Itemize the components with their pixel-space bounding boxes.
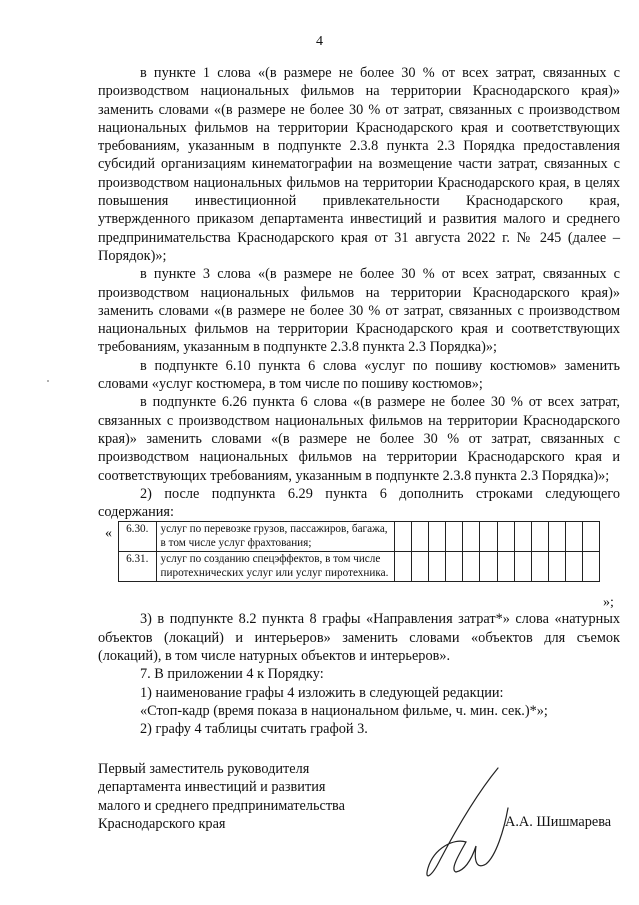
empty-cell: [565, 552, 582, 582]
empty-cell: [531, 522, 548, 552]
empty-cell: [412, 522, 429, 552]
empty-cell: [548, 522, 565, 552]
paragraph-7: 7. В приложении 4 к Порядку:: [140, 666, 324, 683]
row-text: услуг по созданию спецэффектов, в том числе пиротехнических услуг или услуг пиротехника.: [156, 552, 395, 582]
inserted-rows-block: [98, 521, 620, 610]
paragraph-6: 3) в подпункте 8.2 пункта 8 графы «Направления затрат*» слова «натурных объектов (локаций) и интерьеров» заменить словами «объектов для съемок (локаций), в том числе натурных объектов и интерьеров».: [98, 611, 620, 665]
document-body: [98, 64, 620, 739]
scan-speck: [47, 380, 49, 382]
open-quote: «: [105, 526, 112, 542]
inserted-rows-table: [118, 521, 600, 582]
paragraph-1: в пункте 1 слова «(в размере не более 30 % от всех затрат, связанных с производством национальных фильмов на территории Краснодарского края)» заменить словами «(в размере не более 30 % от затрат, связанных с производством национальных фильмов на территории Краснодарского края и соответствующих требованиям, указанным в подпункте 2.3.8 пункта 2.3 Порядка предоставления субсидий организациям кинематографии на возмещение части затрат, связанных с производством национальных фильмов на территории Краснодарского края, в целях повышения инвестиционной привлекательности Краснодарского края, утвержденного приказом департамента инвестиций и развития малого и среднего предпринимательства Краснодарского края от 31 августа 2022 г. № 245 (далее – Порядок)»;: [98, 65, 620, 264]
paragraph-9: «Стоп-кадр (время показа в национальном фильме, ч. мин. сек.)*»;: [140, 702, 548, 719]
empty-cell: [429, 552, 446, 582]
paragraph-3: в подпункте 6.10 пункта 6 слова «услуг по пошиву костюмов» заменить словами «услуг костюмера, в том числе по пошиву костюмов»;: [98, 357, 620, 393]
empty-cell: [497, 552, 514, 582]
row-text: услуг по перевозке грузов, пассажиров, багажа, в том числе услуг фрахтования;: [156, 522, 395, 552]
signatory-title: [98, 760, 345, 833]
handwritten-signature: [410, 760, 520, 888]
signatory-line: Первый заместитель руководителя: [98, 761, 310, 777]
signatory-line: малого и среднего предпринимательства: [98, 797, 345, 814]
empty-cell: [412, 552, 429, 582]
empty-cell: [446, 552, 463, 582]
paragraph-4: в подпункте 6.26 пункта 6 слова «(в размере не более 30 % от всех затрат, связанных с производством национальных фильмов на территории Краснодарского края)» заменить словами «(в размере не более 30 % от затрат, связанных с производством национальных фильмов на территории Краснодарского края и соответствующих требованиям, указанным в подпункте 2.3.8 пункта 2.3 Порядка)»;: [98, 394, 620, 484]
paragraph-10: 2) графу 4 таблицы считать графой 3.: [140, 721, 368, 738]
table-row: [119, 522, 600, 552]
row-number: 6.30.: [119, 522, 157, 552]
paragraph-2: в пункте 3 слова «(в размере не более 30 % от всех затрат, связанных с производством национальных фильмов на территории Краснодарского края)» заменить словами «(в размере не более 30 % от затрат, связанных с производством национальных фильмов на территории Краснодарского края и соответствующих требованиям, указанным в подпункте 2.3.8 пункта 2.3 Порядка)»;: [98, 266, 620, 356]
empty-cell: [497, 522, 514, 552]
empty-cell: [395, 522, 412, 552]
row-number: 6.31.: [119, 552, 157, 582]
empty-cell: [395, 552, 412, 582]
empty-cell: [480, 552, 497, 582]
empty-cell: [514, 522, 531, 552]
empty-cell: [446, 522, 463, 552]
paragraph-8: 1) наименование графы 4 изложить в следующей редакции:: [140, 684, 504, 701]
signatory-line: департамента инвестиций и развития: [98, 779, 326, 796]
page-number: 4: [316, 34, 323, 49]
empty-cell: [429, 522, 446, 552]
empty-cell: [514, 552, 531, 582]
table-row: [119, 552, 600, 582]
empty-cell: [565, 522, 582, 552]
empty-cell: [480, 522, 497, 552]
empty-cell: [548, 552, 565, 582]
close-quote: »;: [603, 595, 614, 611]
signatory-name: А.А. Шишмарева: [505, 814, 612, 830]
empty-cell: [582, 552, 599, 582]
paragraph-5: 2) после подпункта 6.29 пункта 6 дополнить строками следующего содержания:: [98, 485, 620, 521]
empty-cell: [463, 522, 480, 552]
empty-cell: [531, 552, 548, 582]
signatory-line: Краснодарского края: [98, 815, 226, 832]
empty-cell: [463, 552, 480, 582]
empty-cell: [582, 522, 599, 552]
